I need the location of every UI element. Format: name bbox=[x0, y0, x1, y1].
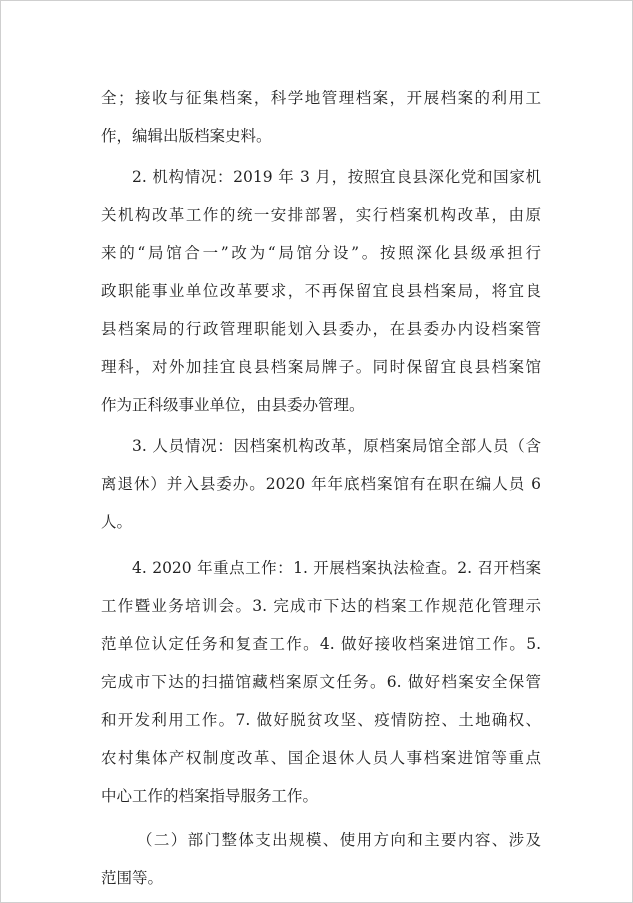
text-line: 农村集体产权制度改革、国企退休人员人事档案进馆等重点 bbox=[101, 749, 541, 767]
text-line: 理科，对外加挂宜良县档案局牌子。同时保留宜良县档案馆 bbox=[101, 358, 541, 376]
text-line: 离退休）并入县委办。2020 年年底档案馆有在职在编人员 6 bbox=[101, 475, 541, 493]
text-line: 2. 机构情况：2019 年 3 月，按照宜良县深化党和国家机 bbox=[132, 168, 541, 186]
text-line: 3. 人员情况：因档案机构改革，原档案局馆全部人员（含 bbox=[132, 437, 541, 455]
document-body bbox=[101, 79, 541, 897]
text-line: 4. 2020 年重点工作：1. 开展档案执法检查。2. 召开档案 bbox=[132, 559, 541, 577]
text-line: 工作暨业务培训会。3. 完成市下达的档案工作规范化管理示 bbox=[101, 597, 541, 615]
text-line: 作为正科级事业单位，由县委办管理。 bbox=[101, 396, 365, 414]
text-line: 关机构改革工作的统一安排部署，实行档案机构改革，由原 bbox=[101, 206, 541, 224]
text-line: 来的“局馆合一”改为“局馆分设”。按照深化县级承担行 bbox=[101, 244, 541, 262]
paragraph-archive-duties bbox=[101, 79, 541, 155]
text-line: 作，编辑出版档案史料。 bbox=[101, 127, 272, 145]
text-line: 和开发利用工作。7. 做好脱贫攻坚、疫情防控、土地确权、 bbox=[101, 711, 541, 729]
text-line: 范单位认定任务和复查工作。4. 做好接收档案进馆工作。5. bbox=[101, 635, 541, 653]
paragraph-section-two-heading bbox=[101, 821, 541, 897]
paragraph-key-work-2020 bbox=[101, 549, 541, 815]
text-line: 人。 bbox=[101, 513, 133, 531]
text-line: 范围等。 bbox=[101, 869, 164, 887]
text-line: （二）部门整体支出规模、使用方向和主要内容、涉及 bbox=[137, 831, 541, 849]
text-line: 县档案局的行政管理职能划入县委办，在县委办内设档案管 bbox=[101, 320, 541, 338]
paragraph-staff-status bbox=[101, 427, 541, 541]
text-line: 全；接收与征集档案，科学地管理档案，开展档案的利用工 bbox=[101, 89, 541, 107]
paragraph-institution-status bbox=[101, 158, 541, 424]
text-line: 完成市下达的扫描馆藏档案原文任务。6. 做好档案安全保管 bbox=[101, 673, 541, 691]
text-line: 政职能事业单位改革要求，不再保留宜良县档案局，将宜良 bbox=[101, 282, 541, 300]
text-line: 中心工作的档案指导服务工作。 bbox=[101, 787, 319, 805]
